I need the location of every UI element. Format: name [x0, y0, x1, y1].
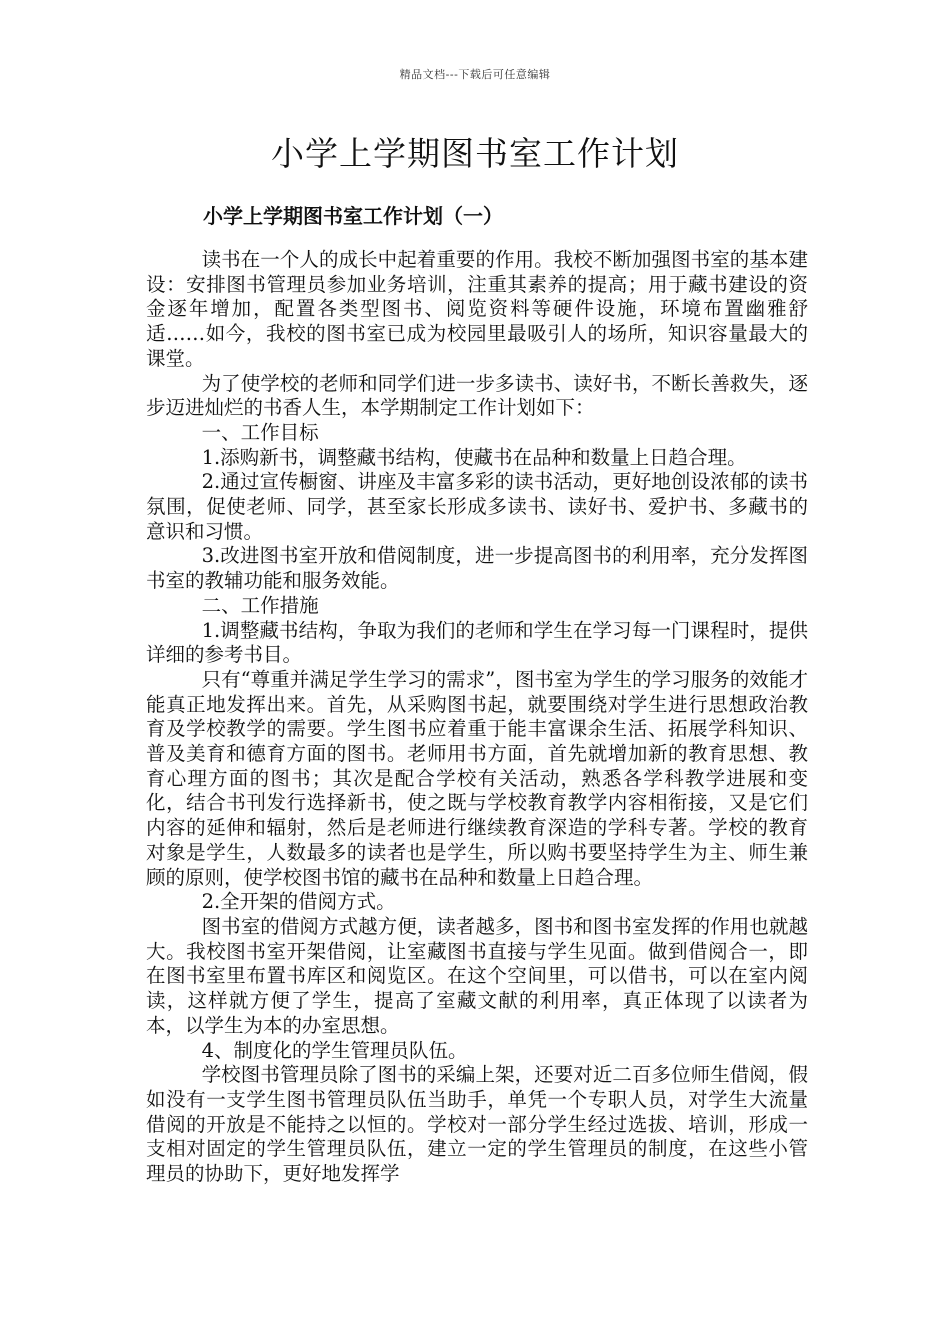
paragraph: 只有“尊重并满足学生学习的需求”，图书室为学生的学习服务的效能才能真正地发挥出来。首先，从采购图书起，就要围绕对学生进行思想政治教育及学校教学的需要。学生图书应着重于能丰富课余生活、拓展学科知识、普及美育和德育方面的图书。老师用书方面，首先就增加新的教育思想、教育心理方面的图书；其次是配合学校有关活动，熟悉各学科教学进展和变化，结合书刊发行选择新书，使之既与学校教育教学内容相衔接，又是它们内容的延伸和辐射，然后是老师进行继续教育深造的学科专著。学校的教育对象是学生，人数最多的读者也是学生，所以购书要坚持学生为主、师生兼顾的原则，使学校图书馆的藏书在品种和数量上日趋合理。 — [146, 667, 808, 889]
paragraph: 读书在一个人的成长中起着重要的作用。我校不断加强图书室的基本建设：安排图书管理员参加业务培训，注重其素养的提高；用于藏书建设的资金逐年增加，配置各类型图书、阅览资料等硬件设施，环境布置幽雅舒适……如今，我校的图书室已成为校园里最吸引人的场所，知识容量最大的课堂。 — [146, 248, 808, 370]
section-heading: 二、工作措施 — [201, 593, 319, 617]
document-body — [146, 248, 808, 1187]
paragraph: 3.改进图书室开放和借阅制度，进一步提高图书的利用率，充分发挥图书室的教辅功能和服务效能。 — [146, 544, 808, 593]
paragraph: 2.全开架的借阅方式。 — [201, 890, 396, 914]
paragraph: 图书室的借阅方式越方便，读者越多，图书和图书室发挥的作用也就越大。我校图书室开架借阅，让室藏图书直接与学生见面。做到借阅合一，即在图书室里布置书库区和阅览区。在这个空间里，可以借书，可以在室内阅读，这样就方便了学生，提高了室藏文献的利用率，真正体现了以读者为本，以学生为本的办室思想。 — [146, 914, 808, 1037]
paragraph: 学校图书管理员除了图书的采编上架，还要对近二百多位师生借阅，假如没有一支学生图书管理员队伍当助手，单凭一个专职人员，对学生大流量借阅的开放是不能持之以恒的。学校对一部分学生经过选拔、培训，形成一支相对固定的学生管理员队伍，建立一定的学生管理员的制度，在这些小管理员的协助下，更好地发挥学 — [146, 1063, 808, 1186]
paragraph: 4、制度化的学生管理员队伍。 — [201, 1038, 468, 1062]
paragraph: 2.通过宣传橱窗、讲座及丰富多彩的读书活动，更好地创设浓郁的读书氛围，促使老师、同学，甚至家长形成多读书、读好书、爱护书、多藏书的意识和习惯。 — [146, 470, 808, 543]
paragraph: 为了使学校的老师和同学们进一步多读书、读好书，不断长善救失，逐步迈进灿烂的书香人生，本学期制定工作计划如下： — [146, 371, 808, 420]
document-title: 小学上学期图书室工作计划 — [271, 134, 679, 173]
section-heading: 一、工作目标 — [201, 420, 319, 444]
document-subtitle: 小学上学期图书室工作计划（一） — [203, 204, 503, 228]
paragraph: 1.调整藏书结构，争取为我们的老师和学生在学习每一门课程时，提供详细的参考书目。 — [146, 618, 808, 667]
paragraph: 1.添购新书，调整藏书结构，使藏书在品种和数量上日趋合理。 — [201, 445, 747, 469]
header-note: 精品文档---下载后可任意编辑 — [399, 68, 551, 81]
